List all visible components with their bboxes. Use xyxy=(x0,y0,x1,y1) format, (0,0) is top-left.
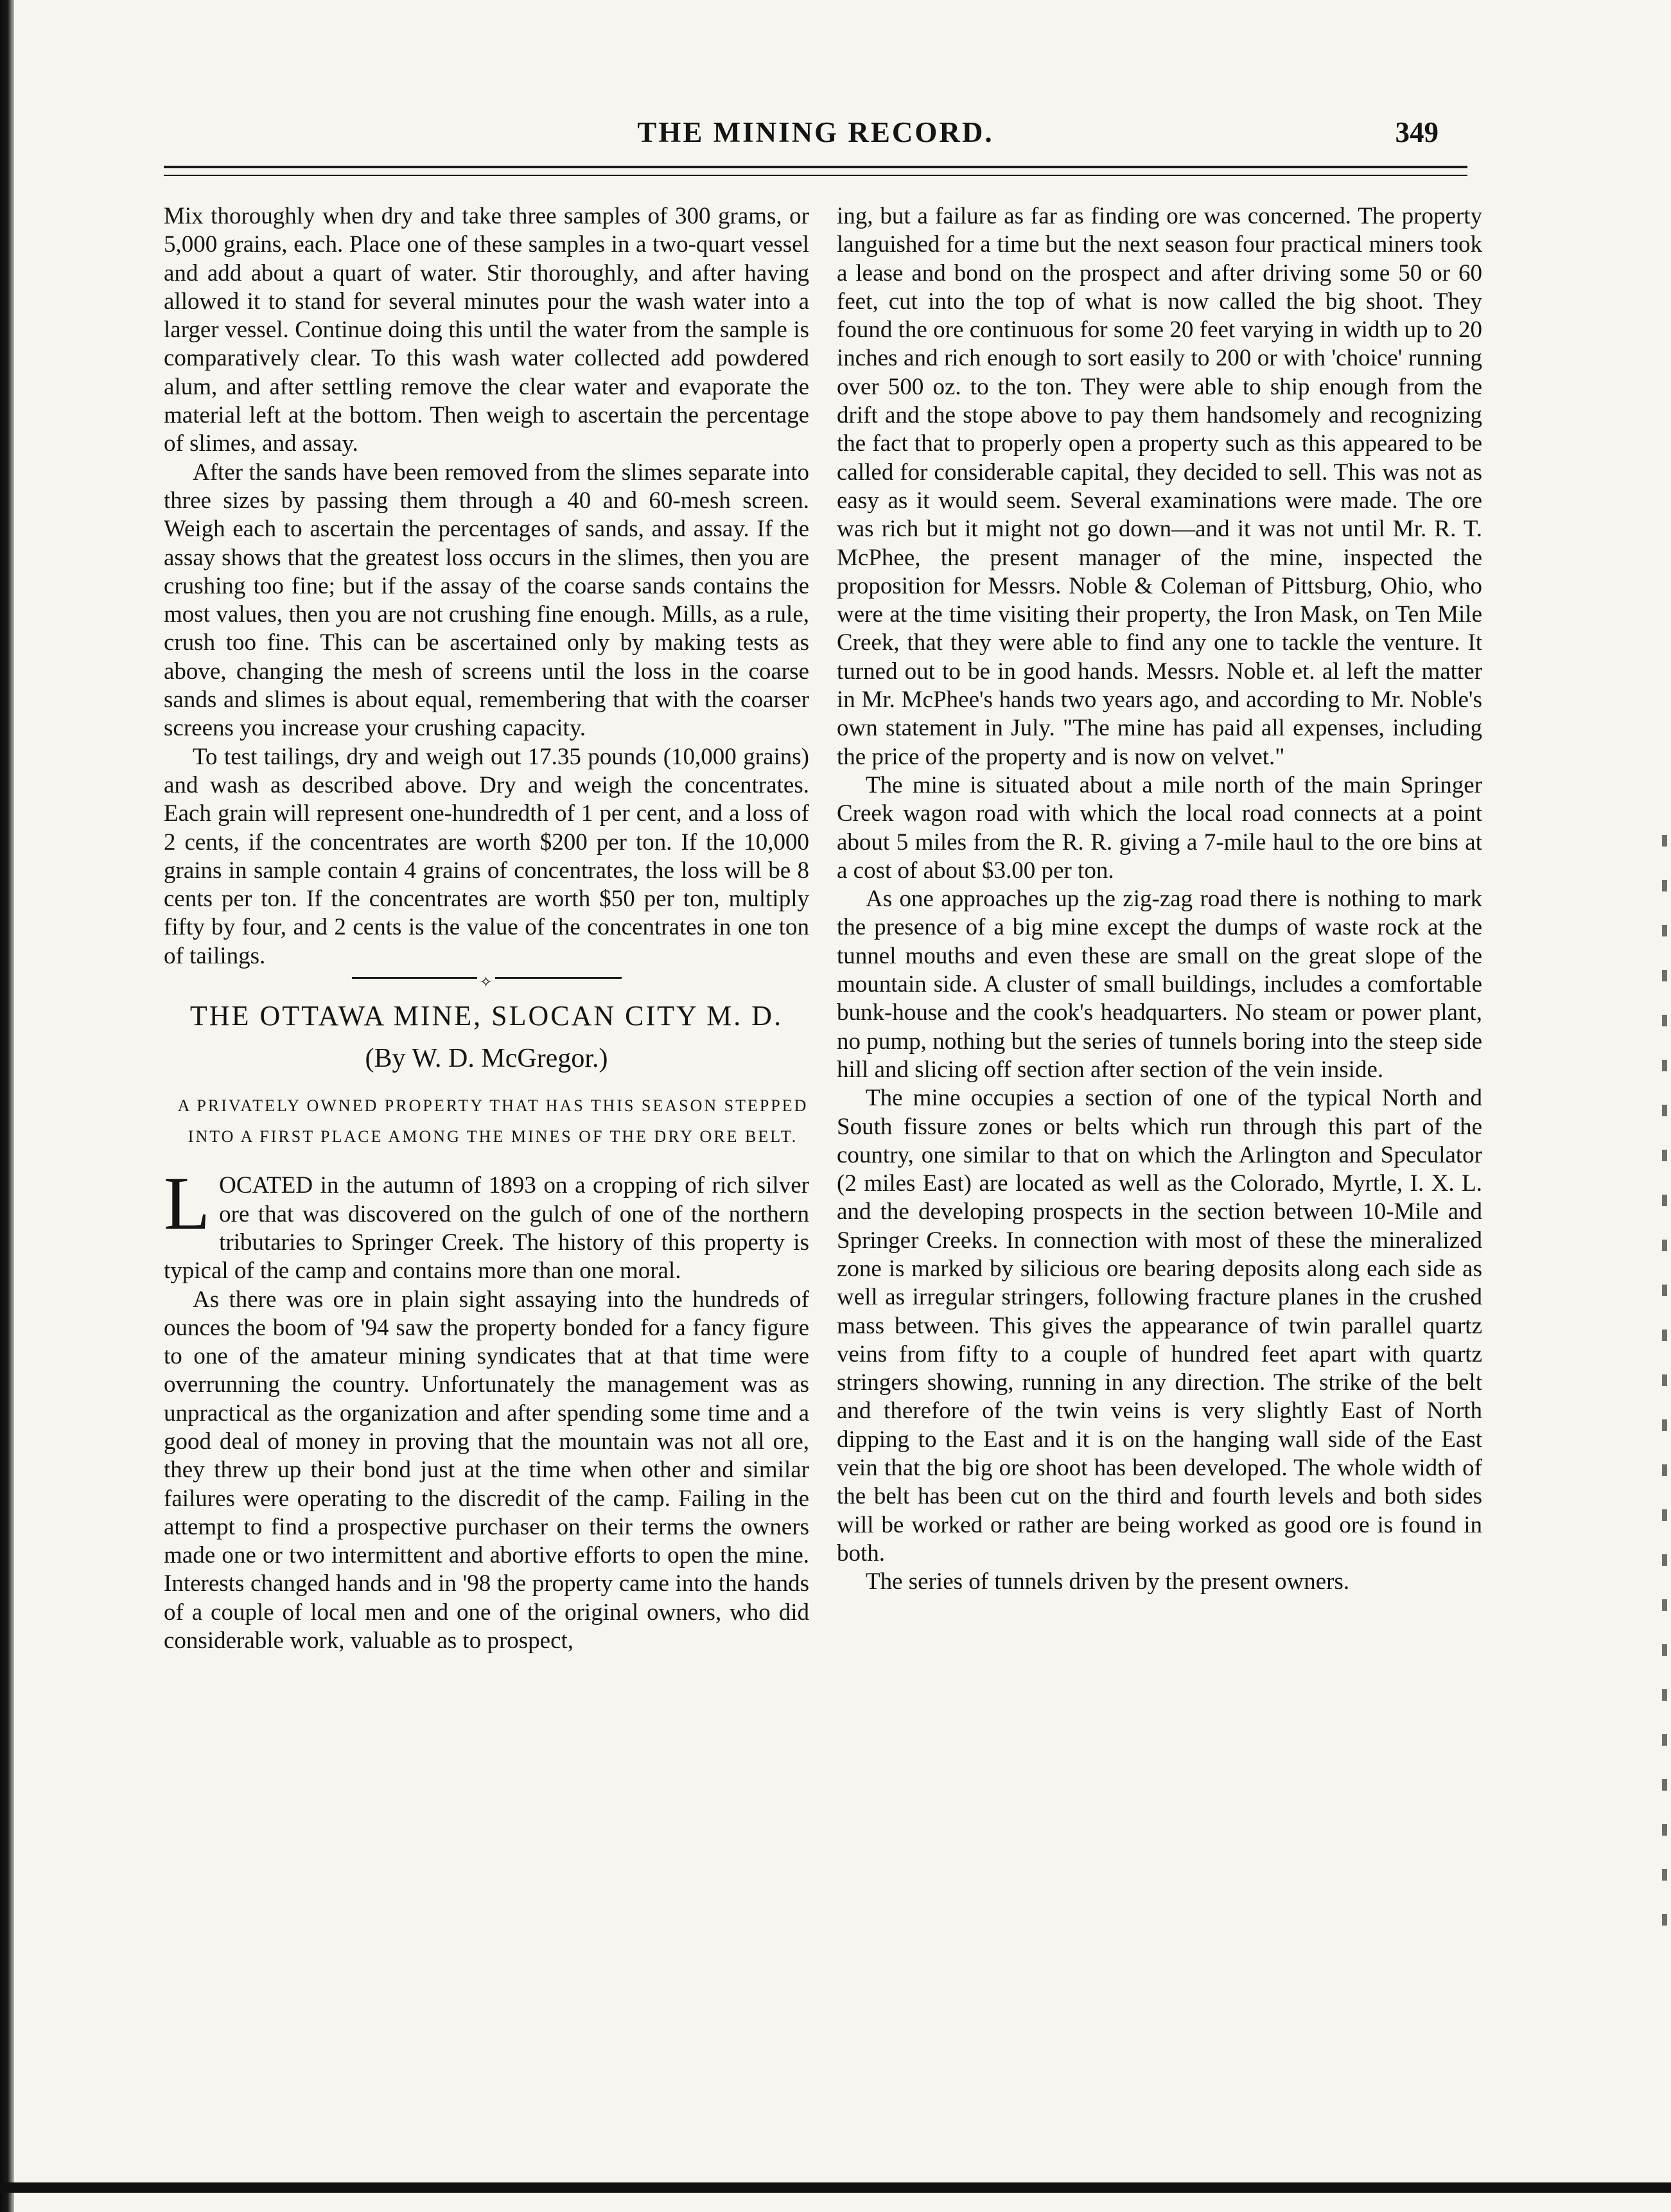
paragraph-located xyxy=(164,1161,809,1285)
paragraph-continuation: ing, but a failure as far as finding ore was concerned. The property languished for a time but the next season four practical miners took a lease and bond on the prospect and after driving some 50 or 60 feet, cut into the top of what is now called the big shoot. They found the ore continuous for some 20 feet varying in width up to 20 inches and rich enough to sort easily to 200 or with 'choice' running over 500 oz. to the ton. They were able to ship enough from the drift and the stope above to pay them handsomely and recognizing the fact that to properly open a property such as this appeared to be called for considerable capital, they decided to sell. This was not as easy as it would seem. Several examinations were made. The ore was rich but it might not go down—and it was not until Mr. R. T. McPhee, the present manager of the mine, inspected the proposition for Messrs. Noble & Coleman of Pittsburg, Ohio, who were at the time visiting their property, the Iron Mask, on Ten Mile Creek, that they were able to find any one to tackle the venture. It turned out to be in good hands. Messrs. Noble et. al left the matter in Mr. McPhee's hands two years ago, and according to Mr. Noble's own statement in July. "The mine has paid all expenses, including the price of the property and is now on velvet." xyxy=(837,203,1482,770)
scan-edge-left xyxy=(0,0,14,2212)
section-divider xyxy=(352,974,622,992)
article-byline: (By W. D. McGregor.) xyxy=(365,1044,608,1074)
right-column xyxy=(837,202,1482,1597)
scan-edge-right xyxy=(1662,835,1667,1927)
left-column xyxy=(164,202,809,1655)
page-number: 349 xyxy=(1395,116,1439,148)
paragraph-tailings: To test tailings, dry and weigh out 17.35 pounds (10,000 grains) and wash as described above. Dry and weigh the concentrates. Each grain will represent one-hundredth of 1 per cent, and a loss of 2 cents, if the concentrates are worth $200 per ton. If the 10,000 grains in sample contain 4 grains of concentrates, the loss will be 8 cents per ton. If the concentrates are worth $50 per ton, multiply fifty by four, and 2 cents is the value of the concentrates in one ton of tailings. xyxy=(164,743,809,969)
paragraph-location: The mine is situated about a mile north of the main Springer Creek wagon road with which the local road connects at a point about 5 miles from the R. R. giving a 7-mile haul to the ore bins at a cost of about $3.00 per ton. xyxy=(837,771,1482,884)
paragraph-located-text: OCATED in the autumn of 1893 on a cropping of rich silver ore that was discovered on the gulch of one of the northern tributaries to Springer Creek. The history of this property is typical of the camp and contains more than one moral. xyxy=(164,1172,809,1285)
journal-title: THE MINING RECORD. xyxy=(637,116,994,148)
scan-edge-bottom xyxy=(0,2182,1671,2193)
paragraph-tunnels: The series of tunnels driven by the present owners. xyxy=(866,1568,1350,1595)
header-rule xyxy=(164,166,1467,176)
article-subhead: A PRIVATELY OWNED PROPERTY THAT HAS THIS SEASON STEPPED INTO A FIRST PLACE AMONG THE MINES OF THE DRY ORE BELT. xyxy=(177,1096,809,1146)
paragraph-history: As there was ore in plain sight assaying into the hundreds of ounces the boom of '94 saw the property bonded for a fancy figure to one of the amateur mining syndicates that at that time were overrunning the country. Unfortunately the management was as unpractical as the organization and after spending some time and a good deal of money in proving that the mountain was not all ore, they threw up their bond just at the time when other and similar failures were operating to the discredit of the camp. Failing in the attempt to find a prospective purchaser on their terms the owners made one or two intermittent and abortive efforts to open the mine. Interests changed hands and in '98 the property came into the hands of a couple of local men and one of the original owners, who did considerable work, valuable as to prospect, xyxy=(164,1286,809,1655)
paragraph-geology: The mine occupies a section of one of the typical North and South fissure zones or belts which run through this part of the country, one similar to that on which the Arlington and Speculator (2 miles East) are located as well as the Colorado, Myrtle, I. X. L. and the developing prospects in the section between 10-Mile and Springer Creeks. In connection with most of these the mineralized zone is marked by silicious ore bearing deposits along each side as well as irregular stringers, following fracture planes in the crushed mass between. This gives the appearance of twin parallel quartz veins from fifty to a couple of hundred feet apart with quartz stringers showing, running in any direction. The strike of the belt and therefore of the twin veins is very slightly East of North dipping to the East and it is on the hanging wall side of the East vein that the big ore shoot has been developed. The whole width of the belt has been cut on the third and fourth levels and both sides will be worked or rather are being worked as good ore is found in both. xyxy=(837,1085,1482,1567)
paragraph-screening: After the sands have been removed from the slimes separate into three sizes by passing them through a 40 and 60-mesh screen. Weigh each to ascertain the percentages of sands, and assay. If the assay shows that the greatest loss occurs in the slimes, then you are crushing too fine; but if the assay of the coarse sands contains the most values, then you are not crushing fine enough. Mills, as a rule, crush too fine. This can be ascertained only by making tests as above, changing the mesh of screens until the loss in the coarse sands and slimes is about equal, remembering that with the coarser screens you increase your crushing capacity. xyxy=(164,459,809,742)
paragraph-sampling: Mix thoroughly when dry and take three samples of 300 grams, or 5,000 grains, each. Place one of these samples in a two-quart vessel and add about a quart of water. Stir thoroughly, and after having allowed it to stand for several minutes pour the wash water into a larger vessel. Continue doing this until the water from the sample is comparatively clear. To this wash water collected add powdered alum, and after settling remove the clear water and evaporate the material left at the bottom. Then weigh to ascertain the percentage of slimes, and assay. xyxy=(164,203,809,457)
article-title: THE OTTAWA MINE, SLOCAN CITY M. D. xyxy=(189,1000,783,1032)
page-header xyxy=(167,116,1464,154)
drop-cap: L xyxy=(164,1161,211,1246)
divider-ornament: ✧ xyxy=(477,969,495,997)
paragraph-approach: As one approaches up the zig-zag road there is nothing to mark the presence of a big mine except the dumps of waste rock at the tunnel mouths and even these are small on the great slope of the mountain side. A cluster of small buildings, includes a comfortable bunk-house and the cook's headquarters. No steam or power plant, no pump, nothing but the series of tunnels boring into the steep side hill and slicing off section after section of the vein inside. xyxy=(837,886,1482,1083)
